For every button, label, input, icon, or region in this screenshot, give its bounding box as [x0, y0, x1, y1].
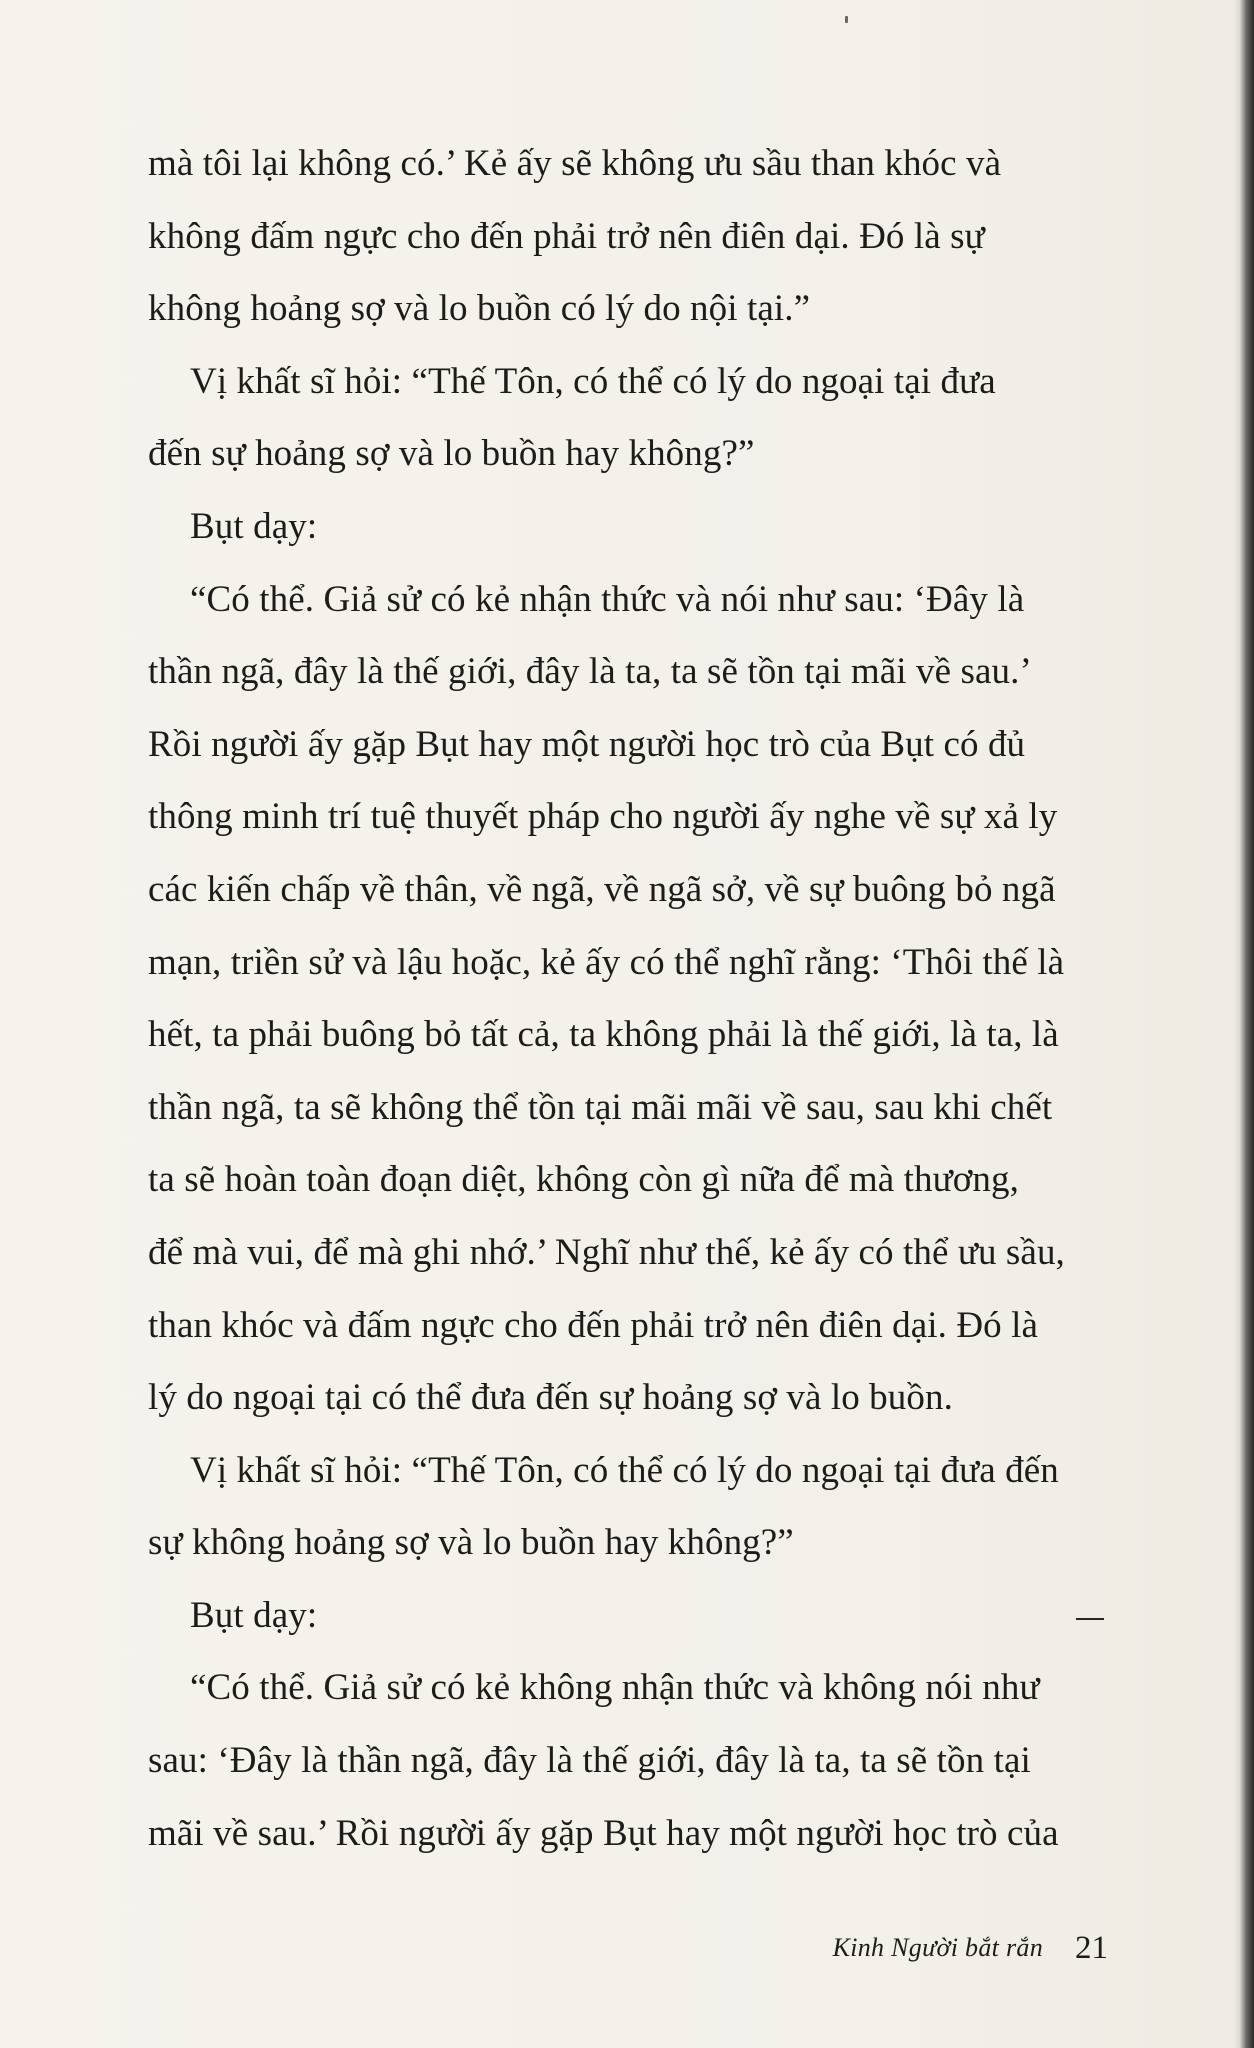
text-line: mãi về sau.’ Rồi người ấy gặp Bụt hay một người học trò của — [148, 1812, 1059, 1854]
book-spine-edge — [1240, 0, 1254, 2048]
paragraph-start-line: Bụt dạy: — [190, 505, 318, 547]
text-line: thần ngã, ta sẽ không thể tồn tại mãi mãi về sau, sau khi chết — [148, 1086, 1053, 1128]
paragraph-start-line: Vị khất sĩ hỏi: “Thế Tôn, có thể có lý do ngoại tại đưa đến — [190, 1449, 1059, 1491]
text-line: lý do ngoại tại có thể đưa đến sự hoảng sợ và lo buồn. — [148, 1377, 953, 1419]
page-speck — [845, 16, 848, 23]
text-line: Rồi người ấy gặp Bụt hay một người học trò của Bụt có đủ — [148, 723, 1026, 765]
text-line: thông minh trí tuệ thuyết pháp cho người ấy nghe về sự xả ly — [148, 796, 1058, 838]
text-line: than khóc và đấm ngực cho đến phải trở nên điên dại. Đó là — [148, 1304, 1038, 1346]
paragraph-start-line: Bụt dạy: — [190, 1594, 318, 1636]
text-line: thần ngã, đây là thế giới, đây là ta, ta sẽ tồn tại mãi về sau.’ — [148, 651, 1032, 693]
text-line: không hoảng sợ và lo buồn có lý do nội tại.” — [148, 288, 811, 330]
body-text — [148, 128, 1108, 1870]
text-line: sau: ‘Đây là thần ngã, đây là thế giới, đây là ta, ta sẽ tồn tại — [148, 1740, 1031, 1782]
margin-dash — [1076, 1618, 1104, 1620]
text-line: mạn, triền sử và lậu hoặc, kẻ ấy có thể nghĩ rằng: ‘Thôi thế là — [148, 941, 1065, 983]
paragraph-start-line: Vị khất sĩ hỏi: “Thế Tôn, có thể có lý do ngoại tại đưa — [190, 360, 996, 402]
running-title: Kinh Người bắt rắn — [832, 1933, 1043, 1962]
page-footer — [148, 1928, 1108, 1965]
text-line: sự không hoảng sợ và lo buồn hay không?” — [148, 1522, 794, 1564]
text-line: đến sự hoảng sợ và lo buồn hay không?” — [148, 433, 755, 475]
paragraph-start-line: “Có thể. Giả sử có kẻ nhận thức và nói như sau: ‘Đây là — [190, 578, 1025, 620]
text-line: để mà vui, để mà ghi nhớ.’ Nghĩ như thế, kẻ ấy có thể ưu sầu, — [148, 1231, 1065, 1273]
page-number: 21 — [1075, 1930, 1108, 1966]
text-line: các kiến chấp về thân, về ngã, về ngã sở, về sự buông bỏ ngã — [148, 868, 1056, 910]
text-line: mà tôi lại không có.’ Kẻ ấy sẽ không ưu sầu than khóc và — [148, 143, 1002, 184]
paragraph-start-line: “Có thể. Giả sử có kẻ không nhận thức và không nói như — [190, 1667, 1040, 1709]
text-line: không đấm ngực cho đến phải trở nên điên dại. Đó là sự — [148, 215, 985, 257]
text-line: ta sẽ hoàn toàn đoạn diệt, không còn gì nữa để mà thương, — [148, 1159, 1019, 1201]
text-line: hết, ta phải buông bỏ tất cả, ta không phải là thế giới, là ta, là — [148, 1014, 1059, 1056]
